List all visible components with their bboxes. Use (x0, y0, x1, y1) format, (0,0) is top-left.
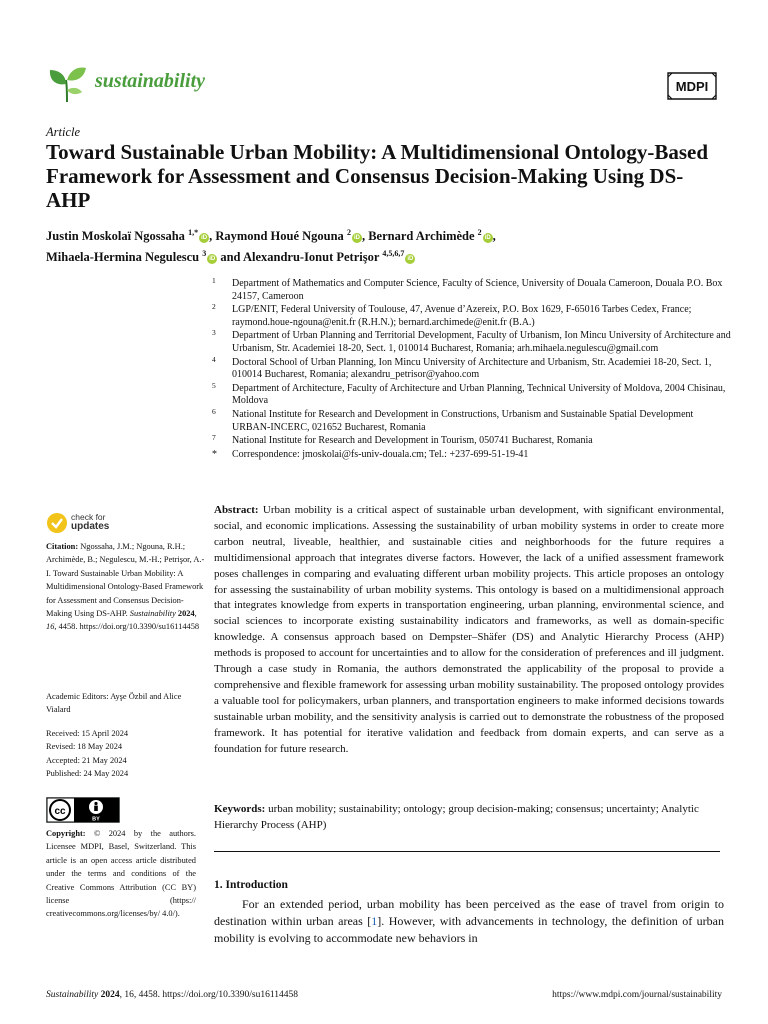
mdpi-logo-text: MDPI (675, 79, 709, 94)
publication-dates (46, 727, 206, 781)
author-affil-sup: 1,* (188, 228, 199, 237)
keywords-text: urban mobility; sustainability; ontology; group decision-making; consensus; uncertainty; Analytic Hierarchy Process (AHP) (214, 803, 699, 831)
citation-link[interactable]: 1 (371, 914, 378, 928)
affiliation-item (212, 380, 732, 408)
correspondence-item (212, 449, 732, 462)
orcid-icon[interactable]: iD (407, 256, 414, 263)
editors-text: Ayşe Özbil and Alice Vialard (46, 692, 182, 715)
affiliation-item (212, 330, 732, 355)
citation-volume: 16 (46, 622, 55, 632)
author-affil-sup: 3 (202, 249, 207, 259)
check-updates-line2: updates (71, 521, 110, 532)
affiliation-text: Department of Urban Planning and Territorial Development, Faculty of Urbanism, Ion Mincu University of Architecture and Urbanism, Str. Academiei 18-20, Sect. 1, 010014 Bucharest, Romania; arh.mihaela.negulescu@gmail.com (232, 330, 731, 354)
date-accepted: Accepted: 21 May 2024 (46, 755, 127, 765)
date-received: Received: 15 April 2024 (46, 729, 129, 738)
intro-text-2: ]. However, with advancements in technology, the definition of urban mobility is evolving to accommodate new behaviors in (214, 914, 725, 945)
footer-rest[interactable]: , 16, 4458. https://doi.org/10.3390/su16114458 (119, 990, 299, 1000)
author-name[interactable]: Bernard Archimède (368, 229, 475, 244)
author-affil-sup: 4,5,6,7 (382, 249, 405, 259)
journal-name[interactable]: sustainability (95, 70, 206, 92)
citation-doi[interactable]: https://doi.org/10.3390/su16114458 (79, 622, 200, 632)
copyright-label: Copyright: (46, 829, 86, 838)
check-for-updates-badge[interactable] (46, 510, 120, 534)
correspondence-star: * (212, 448, 217, 460)
citation-block: Citation: Ngossaha, J.M.; Ngouna, R.H.; Archimède, B.; Negulescu, M.-H.; Petrişor, A.-I. Toward Sustainable Urban Mobility: A Multidimensional Ontology-Based Framework for Assessment and Consensus Decision-Making Using DS-AHP. Sustainability 2024, 16, 4458. https://doi.org/10.3390/su16114458 (46, 542, 205, 632)
author-affil-sup: 2 (477, 228, 482, 237)
article-title: Toward Sustainable Urban Mobility: A Multidimensional Ontology-Based Framework for Assessment and Consensus Decision-Making Using DS-AHP (46, 140, 709, 212)
citation-year: 2024 (177, 609, 195, 619)
orcid-icon[interactable]: iD (353, 235, 360, 242)
citation-article: 4458 (58, 622, 76, 632)
date-published: Published: 24 May 2024 (46, 769, 129, 779)
copyright-text: © 2024 by the authors. Licensee MDPI, Basel, Switzerland. This article is an open access article distributed under the terms and conditions of the Creative Commons Attribution (CC BY) license (https:// creativecommons.org/licenses/by/ 4.0/). (46, 829, 197, 919)
abstract-text: Urban mobility is a critical aspect of sustainable urban development, with significant environmental, social, and economic implications. Assessing the sustainability of urban mobility systems in order to create more carbon neutral, liveable, healthier, and sustainable cities and neighborhoods for the future requires a multidimensional approach that integrates diverse factors. However, the lack of a unified assessment framework poses challenges in comparing and evaluating different urban mobility projects. This article proposes an ontology for assessing the sustainability of urban mobility systems. This ontology is based on a multidimensional approach that integrates knowledge from experts in transportation engineering, urban planning, environmental science, and social sciences to incorporate existing sustainability indicators and frameworks, as well as domain-specific knowledge. A consensus approach based on Dempster–Shäfer (DS) and Analytic Hierarchy Process (AHP) methods is proposed to account for uncertainties and to allow for the consideration of preferences and ill judgment. Through a case study in Romania, the authors demonstrated the applicability of the proposal to provide a comprehensive and flexible framework for assessing urban mobility sustainability. The proposed ontology provides a valuable tool for policymakers, urban planners, and transportation engineers to make informed decisions towards sustainable urban mobility, and the sensitivity analysis is carried out to demonstrate the robustness of the proposed framework. It has potential for iterative validation and feedback from domain experts, and can serve as a foundation for future research. (214, 504, 724, 755)
affiliation-number: 7 (212, 433, 216, 443)
editors-label: Academic Editors: (46, 692, 109, 701)
author-connector: and (220, 250, 241, 265)
affiliation-number: 5 (212, 380, 216, 390)
citation-journal: Sustainability (129, 609, 176, 619)
author-name[interactable]: Alexandru-Ionut Petrişor (242, 250, 380, 265)
keywords (214, 802, 724, 834)
by-text: BY (92, 816, 100, 823)
affiliation-number: 2 (212, 302, 216, 312)
correspondence-text: Correspondence: jmoskolai@fs-univ-douala.cm; Tel.: +237-699-51-19-41 (232, 448, 529, 460)
introduction-paragraph (214, 896, 724, 947)
affiliation-item (212, 354, 732, 382)
cc-text: cc (54, 806, 66, 817)
author-name[interactable]: Mihaela-Hermina Negulescu (46, 250, 200, 265)
academic-editors (46, 690, 206, 717)
section-divider (214, 851, 720, 852)
citation-text: Ngossaha, J.M.; Ngouna, R.H.; Archimède, B.; Negulescu, M.-H.; Petrişor, A.-I. Toward Sustainable Urban Mobility: A Multidimensional Ontology-Based Framework for Assessment and Consensus Decision-Making Using DS-AHP. (46, 542, 205, 619)
affiliation-item (212, 406, 732, 434)
date-revised: Revised: 18 May 2024 (46, 742, 123, 752)
affiliation-item (212, 304, 732, 329)
check-updates-icon (46, 512, 68, 534)
author-affil-sup: 2 (346, 228, 351, 237)
affiliation-number: 3 (212, 328, 216, 338)
affiliation-item (212, 278, 732, 303)
affiliation-text: National Institute for Research and Development in Constructions, Urbanism and Sustainable Spatial Development URBAN-INCERC, 021652 Bucharest, Romania (232, 408, 694, 433)
abstract (214, 503, 724, 758)
orcid-icon[interactable]: iD (209, 256, 216, 263)
affiliation-text: Department of Architecture, Faculty of Architecture and Urban Planning, Technical University of Moldova, 2004 Chisinau, Moldova (232, 382, 726, 407)
check-updates-text (71, 513, 109, 531)
abstract-label: Abstract: (214, 504, 259, 516)
mdpi-logo[interactable] (664, 71, 720, 101)
orcid-icon[interactable]: iD (484, 235, 491, 242)
sustainability-logo-icon (46, 62, 88, 104)
affiliation-text: Department of Mathematics and Computer Science, Faculty of Science, University of Douala Cameroon, Douala P.O. Box 24157, Cameroon (232, 278, 723, 302)
copyright-notice (46, 827, 196, 921)
citation-label: Citation: (46, 542, 79, 551)
footer-year: 2024 (100, 990, 120, 1000)
affiliation-text: LGP/ENIT, Federal University of Toulouse, 47, Avenue d’Azereix, P.O. Box 1629, F-65016 Tarbes Cedex, France; raymond.houe-ngouna@enit.fr (R.H.N.); bernard.archimede@enit.fr (B.A.) (232, 304, 692, 328)
orcid-icon[interactable]: iD (201, 235, 208, 242)
author-name[interactable]: Raymond Houé Ngouna (215, 229, 344, 244)
affiliation-item (212, 435, 732, 448)
affiliation-number: 6 (212, 406, 216, 416)
affiliations (212, 278, 732, 462)
affiliation-text: National Institute for Research and Development in Tourism, 050741 Bucharest, Romania (232, 435, 593, 447)
keywords-label: Keywords: (214, 803, 266, 815)
affiliation-number: 4 (212, 354, 216, 364)
author-list: Justin Moskolaï Ngossaha $^{1,*}$iD , Raymond Houé Ngouna $^2$iD , Bernard Archimède $^2$iD , Mihaela-Hermina Negulescu $^3$iD and Alexandru-Ionut Petrişor $^{4,5,6,7}$iD (46, 228, 496, 265)
article-type: Article (46, 125, 81, 139)
affiliation-number: 1 (212, 276, 216, 285)
footer-citation (46, 990, 298, 1000)
cc-by-license-badge[interactable] (46, 797, 120, 823)
author-name[interactable]: Justin Moskolaï Ngossaha (46, 229, 185, 244)
intro-text-1: For an extended period, urban mobility has been perceived as the ease of travel from origin to destination within urban areas [ (214, 897, 724, 928)
check-updates-line1: check for (71, 512, 106, 522)
footer-journal-url[interactable]: https://www.mdpi.com/journal/sustainability (552, 990, 722, 1000)
affiliation-text: Doctoral School of Urban Planning, Ion Mincu University of Architecture and Urbanism, Str. Academiei 18-20, Sect. 1, 010014 Bucharest, Romania; alexandru_petrisor@yahoo.com (232, 356, 712, 381)
footer-journal: Sustainability (46, 990, 99, 1000)
section-heading-introduction: 1. Introduction (214, 879, 288, 891)
